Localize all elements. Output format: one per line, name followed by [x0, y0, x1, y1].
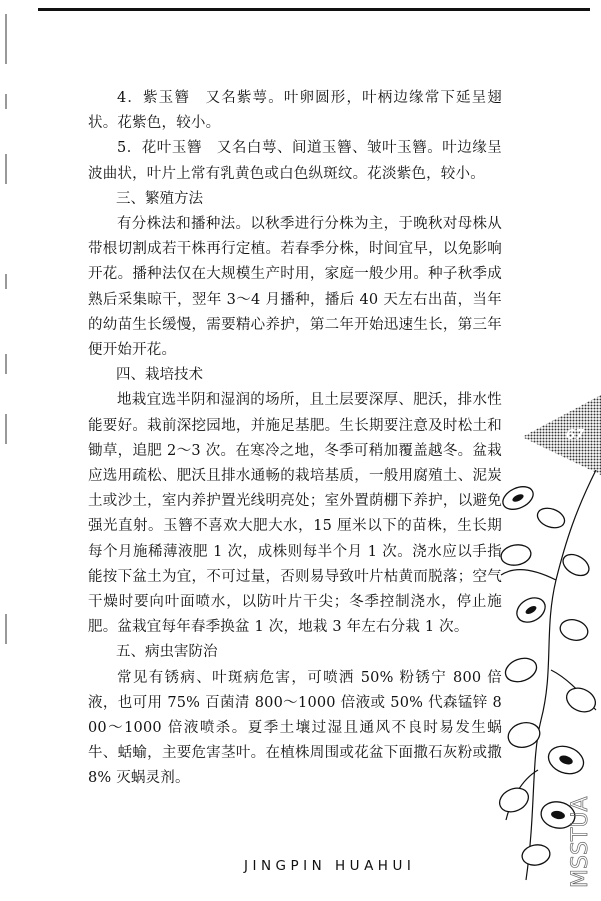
- watermark: [565, 790, 595, 890]
- watermark-text: MSSTUA: [568, 796, 593, 888]
- section-heading-cultivation: 四、栽培技术: [116, 367, 203, 384]
- paragraph-item-5: 5．花叶玉簪 又名白萼、间道玉簪、皱叶玉簪。叶边缘呈波曲状，叶片上常有乳黄色或白色纵斑纹。花淡紫色，较小。: [88, 140, 502, 182]
- section-heading-propagation: 三、繁殖方法: [116, 190, 203, 207]
- top-rule: [38, 8, 590, 11]
- paragraph-propagation: 有分株法和播种法。以秋季进行分株为主，于晚秋对母株从带根切割成若干株再行定植。若春季分株，时间宜早，以免影响开花。播种法仅在大规模生产时用，家庭一般少用。种子秋季成熟后采集晾干，翌年 3～4 月播种，播后 40 天左右出苗，当年的幼苗生长缓慢，需要精心养护，第二年开始迅速生长，第三年便开始开花。: [88, 216, 502, 359]
- body-text: [88, 86, 502, 792]
- page-number-tab: [512, 395, 601, 475]
- paragraph-pest-control: 常见有锈病、叶斑病危害，可喷洒 50% 粉锈宁 800 倍液，也可用 75% 百菌清 800～1000 倍液或 50% 代森锰锌 800～1000 倍液喷杀。夏季土壤过湿且通风不良时易发生蜗牛、蛞蝓，主要危害茎叶。在植株周围或花盆下面撒石灰粉或撒 8% 灭蜗灵剂。: [88, 669, 502, 787]
- section-heading-pest-control: 五、病虫害防治: [116, 644, 218, 661]
- paragraph-cultivation: 地栽宜选半阴和湿润的场所，且土层要深厚、肥沃，排水性能要好。栽前深挖园地，并施足基肥。生长期要注意及时松土和锄草，追肥 2～3 次。在寒冷之地，冬季可稍加覆盖越冬。盆栽应选用疏松、肥沃且排水通畅的栽培基质，一般用腐殖土、泥炭土或沙土，室内养护置光线明亮处；室外置荫棚下养护，以避免强光直射。玉簪不喜欢大肥大水，15 厘米以下的苗株，生长期每个月施稀薄液肥 1 次，成株则每半个月 1 次。浇水应以手指能按下盆土为宜，不可过量，否则易导致叶片枯黄而脱落；空气干燥时要向叶面喷水，以防叶片干尖；冬季控制浇水，停止施肥。盆栽宜每年春季换盆 1 次，地栽 3 年左右分栽 1 次。: [88, 392, 502, 636]
- left-margin-marks: [4, 14, 10, 654]
- page-number: 67: [566, 428, 585, 443]
- paragraph-item-4: 4．紫玉簪 又名紫萼。叶卵圆形，叶柄边缘常下延呈翅状。花紫色，较小。: [88, 90, 502, 132]
- footer-running-title: JINGPIN HUAHUI: [244, 858, 416, 874]
